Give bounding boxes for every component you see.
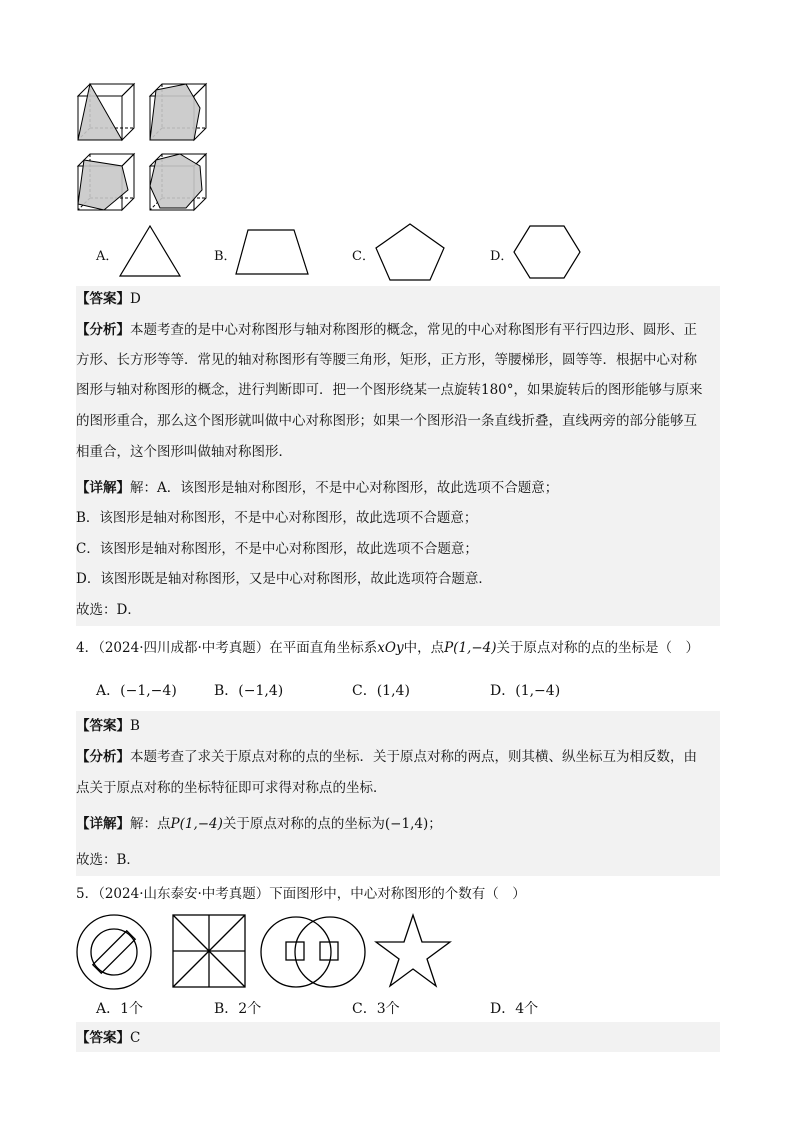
q4-option-c: C．(1,4) bbox=[352, 683, 410, 699]
q3-analysis-line-2: 方形、长方形等等．常见的轴对称图形有等腰三角形，矩形，正方形，等腰梯形，圆等等．根据中心对称 bbox=[76, 352, 697, 368]
q3-option-c-label: C． bbox=[352, 249, 375, 264]
q4-option-b: B．(−1,4) bbox=[214, 683, 284, 699]
q3-analysis-line-3: 图形与轴对称图形的概念，进行判断即可．把一个图形绕某一点旋转180°，如果旋转后的图形能够与原来 bbox=[76, 382, 703, 398]
q4-stem: 4．（2024·四川成都·中考真题）在平面直角坐标系xOy中，点P(1,−4)关于原点对称的点的坐标是（ ） bbox=[76, 640, 699, 656]
q4-detail-line-1: 【详解】解：点P(1,−4)关于原点对称的点的坐标为(−1,4)； bbox=[76, 816, 442, 832]
q3-analysis-line-4: 的图形重合，那么这个图形就叫做中心对称图形；如果一个图形沿一条直线折叠，直线两旁的部分能够互 bbox=[76, 413, 697, 429]
trapezoid-shape bbox=[234, 226, 310, 276]
pentagon-shape bbox=[372, 222, 448, 282]
triangle-shape bbox=[118, 222, 182, 278]
q4-analysis-line-1: 【分析】本题考查了求关于原点对称的点的坐标．关于原点对称的两点，则其横、纵坐标互为相反数，由 bbox=[76, 749, 697, 765]
q5-option-b: B．2个 bbox=[214, 1001, 262, 1017]
ring-with-bar-figure bbox=[74, 912, 158, 992]
q4-option-a: A．(−1,−4) bbox=[96, 683, 177, 699]
cube-2 bbox=[150, 84, 206, 140]
q5-option-c: C．3个 bbox=[352, 1001, 400, 1017]
q3-analysis-line-5: 相重合，这个图形叫做轴对称图形． bbox=[76, 444, 292, 460]
cube-4 bbox=[150, 154, 206, 210]
q4-answer: 【答案】B bbox=[76, 718, 140, 734]
q5-stem: 5．（2024·山东泰安·中考真题）下面图形中，中心对称图形的个数有（ ） bbox=[76, 886, 526, 902]
q3-option-b-label: B． bbox=[214, 249, 237, 264]
q3-detail-line-5: 故选：D． bbox=[76, 602, 141, 618]
cube-3 bbox=[78, 154, 134, 210]
q3-detail-line-2: B．该图形是轴对称图形，不是中心对称图形，故此选项不合题意； bbox=[76, 510, 478, 526]
q5-option-d: D．4个 bbox=[490, 1001, 539, 1017]
q5-answer-block bbox=[76, 1022, 720, 1052]
star-figure bbox=[374, 912, 452, 988]
cube-1 bbox=[78, 84, 134, 140]
q4-option-d: D．(1,−4) bbox=[490, 683, 561, 699]
q5-option-a: A．1个 bbox=[96, 1001, 144, 1017]
q3-option-d-label: D． bbox=[490, 249, 514, 264]
q4-analysis-line-2: 点关于原点对称的坐标特征即可求得对称点的坐标． bbox=[76, 780, 387, 796]
q3-analysis-line-1: 【分析】本题考查的是中心对称图形与轴对称图形的概念，常见的中心对称图形有平行四边形、圆形、正 bbox=[76, 322, 697, 338]
q4-detail-line-2: 故选：B． bbox=[76, 852, 140, 868]
q3-detail-line-1: 【详解】解：A．该图形是轴对称图形，不是中心对称图形，故此选项不合题意； bbox=[76, 480, 559, 496]
q3-detail-line-3: C．该图形是轴对称图形，不是中心对称图形，故此选项不合题意； bbox=[76, 541, 478, 557]
cube-sections-figure bbox=[74, 80, 214, 215]
hexagon-shape bbox=[512, 222, 582, 282]
q3-answer: 【答案】D bbox=[76, 291, 141, 307]
q5-answer: 【答案】C bbox=[76, 1030, 141, 1046]
two-circles-squares-figure bbox=[258, 914, 370, 990]
q3-detail-line-4: D．该图形既是轴对称图形，又是中心对称图形，故此选项符合题意． bbox=[76, 571, 492, 587]
pinwheel-square-figure bbox=[170, 912, 250, 990]
q3-option-a-label: A． bbox=[96, 249, 119, 264]
